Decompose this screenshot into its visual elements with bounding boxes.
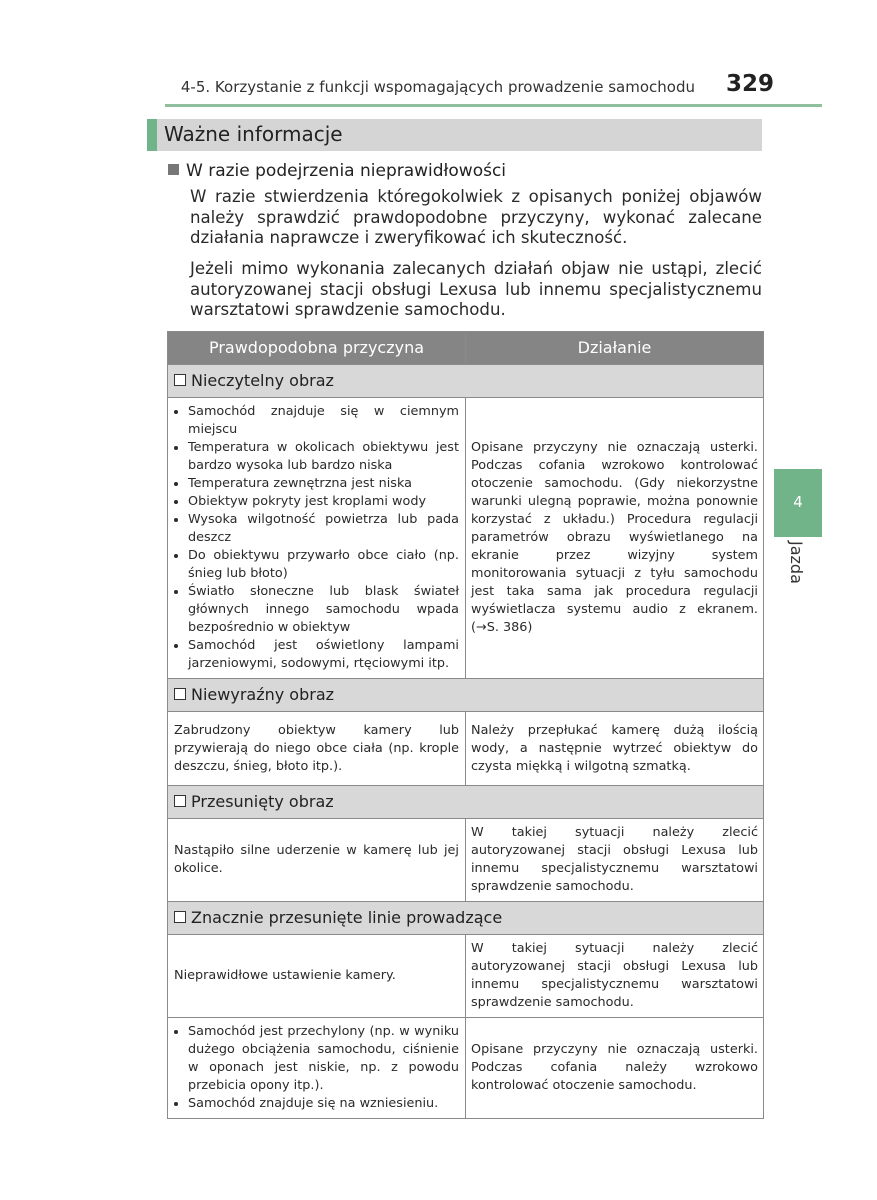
table-row — [168, 819, 764, 902]
list-item: • Obiektyw pokryty jest kroplami wody — [188, 493, 459, 511]
category-row — [168, 679, 764, 712]
list-item: • Temperatura w okolicach obiektywu jest bardzo wysoka lub bardzo niska — [188, 439, 459, 475]
cause-list — [174, 1023, 459, 1113]
table-row — [168, 398, 764, 679]
list-item: • Samochód jest przechylony (np. w wyniku dużego obciążenia samochodu, ciśnienie w oponach jest niskie, np. z powodu przebicia opony itp.). — [188, 1023, 459, 1095]
list-item: • Temperatura zewnętrzna jest niska — [188, 475, 459, 493]
cause-cell: Zabrudzony obiektyw kamery lub przywierają do niego obce ciała (np. krople deszczu, śnieg, błoto itp.). — [168, 712, 466, 786]
cause-cell: Nieprawidłowe ustawienie kamery. — [168, 935, 466, 1018]
cause-cell: Nastąpiło silne uderzenie w kamerę lub jej okolice. — [168, 819, 466, 902]
checkbox-icon — [174, 688, 186, 700]
checkbox-icon — [174, 911, 186, 923]
cause-cell — [168, 1018, 466, 1119]
square-bullet-icon — [168, 164, 179, 175]
table-row — [168, 935, 764, 1018]
category-title: Niewyraźny obraz — [191, 685, 335, 704]
list-item: • Światło słoneczne lub blask świateł głównych innego samochodu wpada bezpośrednio w obiektyw — [188, 583, 459, 637]
action-cell: W takiej sytuacji należy zlecić autoryzowanej stacji obsługi Lexusa lub innemu specjalistycznemu warsztatowi sprawdzenie samochodu. — [466, 819, 764, 902]
action-cell: Opisane przyczyny nie oznaczają usterki. Podczas cofania wzrokowo kontrolować otoczenie samochodu. (Gdy niekorzystne warunki ulegną poprawie, można ponownie korzystać z układu.) Procedura regulacji parametrów obrazu wyświetlanego na ekranie przez wizyjny system monitorowania sytuacji z tyłu samochodu jest taka sama jak procedura regulacji wyświetlacza systemu audio z ekranem. (→S. 386) — [466, 398, 764, 679]
troubleshooting-table — [167, 331, 764, 1119]
list-item: • Do obiektywu przywarło obce ciało (np. śnieg lub błoto) — [188, 547, 459, 583]
chapter-tab — [774, 469, 822, 537]
action-cell: Opisane przyczyny nie oznaczają usterki. Podczas cofania należy wzrokowo kontrolować otoczenie samochodu. — [466, 1018, 764, 1119]
table-header-row — [168, 332, 764, 365]
chapter-label: Jazda — [787, 541, 806, 584]
table-row — [168, 712, 764, 786]
category-row — [168, 365, 764, 398]
category-row — [168, 786, 764, 819]
checkbox-icon — [174, 374, 186, 386]
category-title: Znacznie przesunięte linie prowadzące — [191, 908, 503, 927]
list-item: • Samochód znajduje się na wzniesieniu. — [188, 1095, 459, 1113]
cause-list — [174, 403, 459, 673]
section-title: Ważne informacje — [164, 122, 343, 146]
page-number: 329 — [725, 71, 774, 97]
subheading-text: W razie podejrzenia nieprawidłowości — [186, 161, 507, 181]
category-title: Przesunięty obraz — [191, 792, 334, 811]
checkbox-icon — [174, 795, 186, 807]
column-header-cause: Prawdopodobna przyczyna — [168, 332, 466, 365]
intro-paragraph-1: W razie stwierdzenia któregokolwiek z opisanych poniżej objawów należy sprawdzić prawdopodobne przyczyny, wykonać zalecane działania naprawcze i zweryfikować ich skuteczność. — [190, 187, 762, 247]
chapter-number: 4 — [793, 493, 803, 511]
action-cell: W takiej sytuacji należy zlecić autoryzowanej stacji obsługi Lexusa lub innemu specjalistycznemu warsztatowi sprawdzenie samochodu. — [466, 935, 764, 1018]
list-item: • Samochód jest oświetlony lampami jarzeniowymi, sodowymi, rtęciowymi itp. — [188, 637, 459, 673]
cause-cell — [168, 398, 466, 679]
category-row — [168, 902, 764, 935]
table-row — [168, 1018, 764, 1119]
page-header — [165, 70, 822, 107]
category-title: Nieczytelny obraz — [191, 371, 334, 390]
list-item: • Samochód znajduje się w ciemnym miejscu — [188, 403, 459, 439]
subheading — [168, 161, 506, 181]
chapter-title: 4-5. Korzystanie z funkcji wspomagających prowadzenie samochodu — [180, 78, 695, 96]
section-heading-box — [147, 119, 762, 151]
intro-paragraph-2: Jeżeli mimo wykonania zalecanych działań objaw nie ustąpi, zlecić autoryzowanej stacji obsługi Lexusa lub innemu specjalistycznemu warsztatowi sprawdzenie samochodu. — [190, 259, 762, 319]
column-header-action: Działanie — [466, 332, 764, 365]
list-item: • Wysoka wilgotność powietrza lub pada deszcz — [188, 511, 459, 547]
action-cell: Należy przepłukać kamerę dużą ilością wody, a następnie wytrzeć obiektyw do czysta miękką i wilgotną szmatką. — [466, 712, 764, 786]
section-accent-bar — [147, 119, 157, 151]
